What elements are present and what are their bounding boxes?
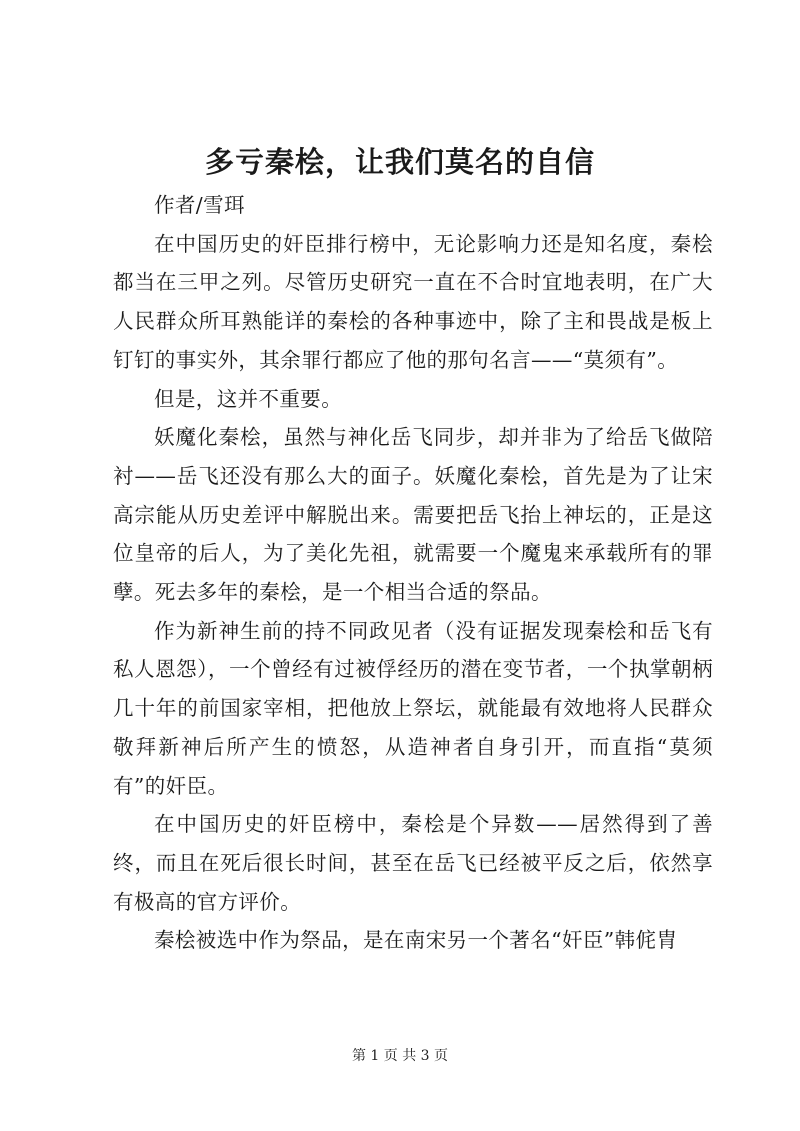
paragraph: 秦桧被选中作为祭品，是在南宋另一个著名“奸臣”韩侂胄 bbox=[154, 928, 678, 953]
page-title: 多亏秦桧，让我们莫名的自信 bbox=[204, 145, 595, 179]
paragraph: 作为新神生前的持不同政见者（没有证据发现秦桧和岳飞有私人恩怨），一个曾经有过被俘经历的潜在变节者，一个执掌朝柄几十年的前国家宰相，把他放上祭坛，就能最有效地将人民群众敬拜新神后所产生的愤怒，从造神者自身引开，而直指“莫须有”的奸臣。 bbox=[113, 618, 713, 798]
paragraph: 但是，这并不重要。 bbox=[154, 386, 343, 411]
paragraph: 在中国历史的奸臣榜中，秦桧是个异数——居然得到了善终，而且在死后很长时间，甚至在岳飞已经被平反之后，依然享有极高的官方评价。 bbox=[113, 812, 713, 914]
article-body bbox=[113, 186, 713, 960]
paragraph: 妖魔化秦桧，虽然与神化岳飞同步，却并非为了给岳飞做陪衬——岳飞还没有那么大的面子。妖魔化秦桧，首先是为了让宋高宗能从历史差评中解脱出来。需要把岳飞抬上神坛的，正是这位皇帝的后人，为了美化先祖，就需要一个魔鬼来承载所有的罪孽。死去多年的秦桧，是一个相当合适的祭品。 bbox=[113, 425, 713, 605]
paragraph: 在中国历史的奸臣排行榜中，无论影响力还是知名度，秦桧都当在三甲之列。尽管历史研究一直在不合时宜地表明，在广大人民群众所耳熟能详的秦桧的各种事迹中，除了主和畏战是板上钉钉的事实外，其余罪行都应了他的那句名言——“莫须有”。 bbox=[113, 231, 713, 372]
author-line: 作者/雪珥 bbox=[154, 193, 245, 217]
page-footer: 第 1 页 共 3 页 bbox=[351, 1048, 449, 1064]
